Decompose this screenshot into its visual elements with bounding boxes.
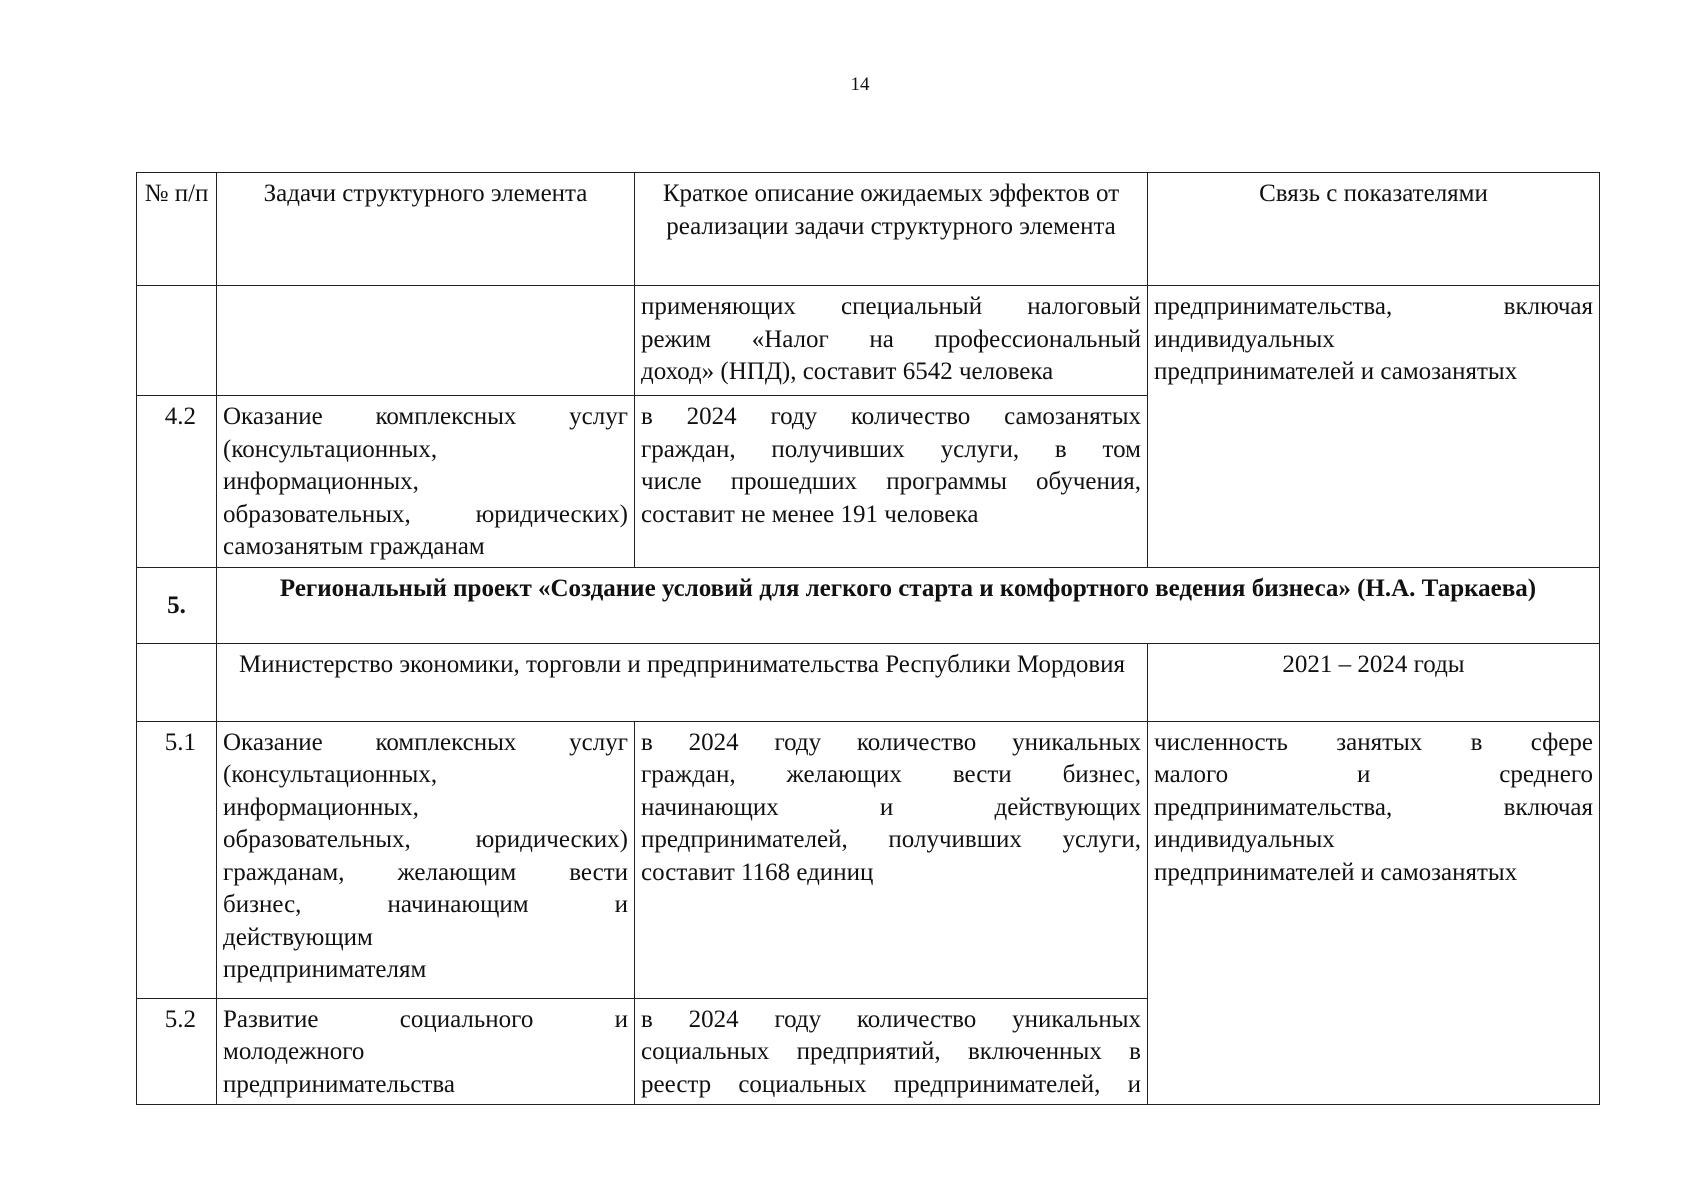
text-line: граждан, желающих вести бизнес, [641,761,1141,788]
section-row-5 [137,567,1600,643]
header-link: Связь с показателями [1148,173,1600,286]
text-line: составит не менее 191 человека [641,500,979,528]
table-header-row [137,173,1600,286]
cell-task [217,396,635,568]
cell-num: 4.2 [137,396,217,568]
cell-task [217,721,635,998]
text-line: молодежного [223,1038,365,1065]
cell-link [1148,286,1600,568]
text-line: граждан, получивших услуги, в том [641,435,1141,463]
text-line: числе прошедших программы обучения, [641,468,1141,495]
cell-description [635,286,1148,396]
text-line: образовательных, юридических) [223,500,628,528]
text-line: социальных предприятий, включенных в [641,1038,1141,1065]
text-line: в 2024 году количество уникальных [641,728,1141,756]
text-line: (консультационных, [223,761,438,788]
text-line: предпринимательства, включая [1154,793,1593,821]
cell-task-empty [217,286,635,396]
text-line: предпринимателей и самозанятых [1154,858,1518,886]
cell-num-empty [137,286,217,396]
text-line: информационных, [223,468,419,495]
text-line: реестр социальных предпринимателей, и [641,1070,1141,1098]
text-line: самозанятым гражданам [223,533,485,560]
text-line: предпринимателей и самозанятых [1154,358,1518,385]
table-row-continued [137,286,1600,396]
text-line: предпринимательства [223,1070,455,1098]
text-line: индивидуальных [1154,826,1335,853]
text-line: в 2024 году количество уникальных [641,1005,1141,1033]
cell-description [635,396,1148,568]
text-line: доход» (НПД), составит 6542 человека [641,358,1054,385]
text-line: действующим [223,923,373,951]
text-line: начинающих и действующих [641,793,1141,821]
text-line: индивидуальных [1154,325,1335,353]
section-title: Региональный проект «Создание условий для легкого старта и комфортного ведения бизнеса» (Н.А. Таркаева) [217,567,1600,643]
text-line: численность занятых в сфере [1154,728,1593,756]
page-number: 14 [850,74,870,95]
text-line: составит 1168 единиц [641,858,874,886]
header-description: Краткое описание ожидаемых эффектов от реализации задачи структурного элемента [635,173,1148,286]
cell-num: 5.2 [137,998,217,1105]
text-line: предпринимателям [223,956,427,983]
text-line: Оказание комплексных услуг [223,403,628,430]
section-5-ministry-row [137,643,1600,721]
cell-description [635,998,1148,1105]
text-line: бизнес, начинающим и [223,891,628,918]
cell-link [1148,721,1600,1105]
text-line: применяющих специальный налоговый [641,293,1141,320]
text-line: информационных, [223,793,419,821]
text-line: в 2024 году количество самозанятых [641,403,1141,430]
text-line: Развитие социального и [223,1005,628,1033]
implementation-years: 2021 – 2024 годы [1148,643,1600,721]
responsible-ministry: Министерство экономики, торговли и предпринимательства Республики Мордовия [217,643,1148,721]
text-line: (консультационных, [223,435,438,463]
text-line: предпринимательства, включая [1154,293,1593,320]
text-line: образовательных, юридических) [223,826,628,853]
structural-elements-table [136,172,1600,1105]
cell-num: 5.1 [137,721,217,998]
header-num: № п/п [137,173,217,286]
text-line: малого и среднего [1154,761,1593,788]
cell-num-empty [137,643,217,721]
section-num: 5. [137,567,217,643]
text-line: предпринимателей, получивших услуги, [641,826,1141,853]
table-row-5-1 [137,721,1600,998]
text-line: режим «Налог на профессиональный [641,325,1141,353]
cell-description [635,721,1148,998]
header-tasks: Задачи структурного элемента [217,173,635,286]
text-line: гражданам, желающим вести [223,858,628,886]
cell-task [217,998,635,1105]
text-line: Оказание комплексных услуг [223,728,628,756]
